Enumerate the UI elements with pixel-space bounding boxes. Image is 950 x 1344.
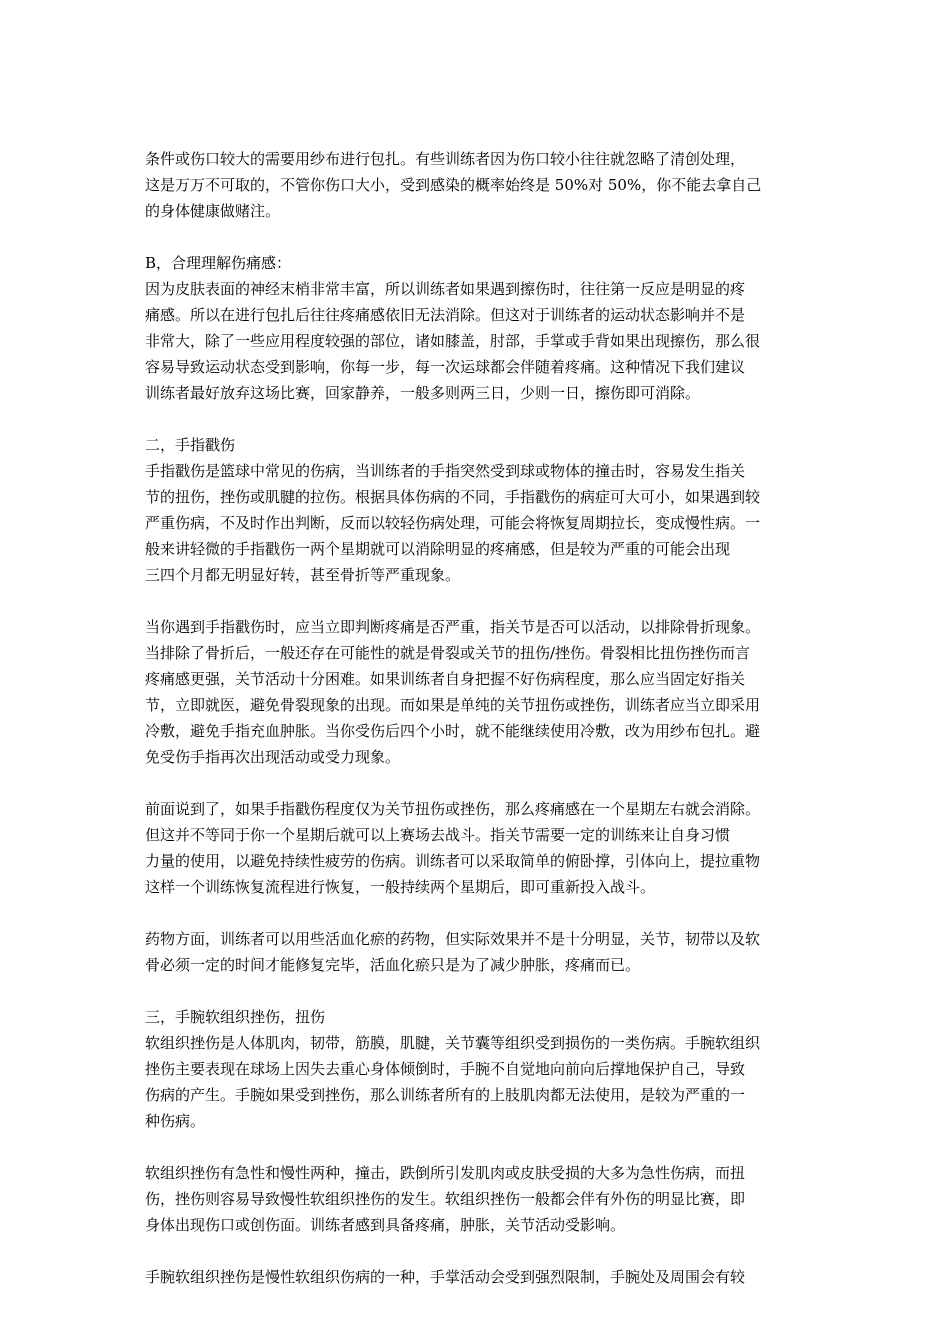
text-line: 但这并不等同于你一个星期后就可以上赛场去战斗。指关节需要一定的训练来让自身习惯 xyxy=(145,826,731,844)
text-line: 这样一个训练恢复流程进行恢复，一般持续两个星期后，即可重新投入战斗。 xyxy=(145,878,656,896)
text-line: 种伤病。 xyxy=(145,1112,206,1130)
text-line: 力量的使用，以避免持续性疲劳的伤病。训练者可以采取简单的俯卧撑，引体向上，提拉重物 xyxy=(145,852,761,870)
text-line: 软组织挫伤有急性和慢性两种，撞击，跌倒所引发肌肉或皮肤受损的大多为急性伤病，而扭 xyxy=(145,1164,746,1182)
text-line: 二，手指戳伤 xyxy=(145,436,236,454)
text-line: 节，立即就医，避免骨裂现象的出现。而如果是单纯的关节扭伤或挫伤，训练者应当立即采用 xyxy=(145,696,761,714)
text-line: 软组织挫伤是人体肌肉，韧带，筋膜，肌腱，关节囊等组织受到损伤的一类伤病。手腕软组织 xyxy=(145,1034,761,1052)
body-paragraph xyxy=(145,796,810,900)
section-heading xyxy=(145,432,810,458)
body-paragraph xyxy=(145,926,810,978)
text-line: 因为皮肤表面的神经末梢非常丰富，所以训练者如果遇到擦伤时，往往第一反应是明显的疼 xyxy=(145,280,746,298)
text-line: 严重伤病，不及时作出判断，反而以较轻伤病处理，可能会将恢复周期拉长，变成慢性病。一 xyxy=(145,514,761,532)
text-line: 这是万万不可取的，不管你伤口大小，受到感染的概率始终是 50%对 50%，你不能去拿自己 xyxy=(145,176,762,194)
paragraph-spacer xyxy=(145,900,810,926)
text-line: 药物方面，训练者可以用些活血化瘀的药物，但实际效果并不是十分明显，关节，韧带以及软 xyxy=(145,930,761,948)
text-line: 当排除了骨折后，一般还存在可能性的就是骨裂或关节的扭伤/挫伤。骨裂相比扭伤挫伤而言 xyxy=(145,644,751,662)
body-paragraph xyxy=(145,614,810,770)
text-line: 三四个月都无明显好转，甚至骨折等严重现象。 xyxy=(145,566,461,584)
section-heading xyxy=(145,1004,810,1030)
paragraph-spacer xyxy=(145,224,810,250)
text-line: 身体出现伤口或创伤面。训练者感到具备疼痛，肿胀，关节活动受影响。 xyxy=(145,1216,626,1234)
text-line: 伤病的产生。手腕如果受到挫伤，那么训练者所有的上肢肌肉都无法使用，是较为严重的一 xyxy=(145,1086,746,1104)
text-line: 手指戳伤是篮球中常见的伤病，当训练者的手指突然受到球或物体的撞击时，容易发生指关 xyxy=(145,462,746,480)
document-page xyxy=(145,146,810,1290)
text-line: 的身体健康做赌注。 xyxy=(145,202,281,220)
paragraph-spacer xyxy=(145,1134,810,1160)
text-line: 前面说到了，如果手指戳伤程度仅为关节扭伤或挫伤，那么疼痛感在一个星期左右就会消除。 xyxy=(145,800,761,818)
body-paragraph xyxy=(145,276,810,406)
body-paragraph xyxy=(145,458,810,588)
text-line: 节的扭伤，挫伤或肌腱的拉伤。根据具体伤病的不同，手指戳伤的病症可大可小，如果遇到较 xyxy=(145,488,761,506)
text-line: 伤，挫伤则容易导致慢性软组织挫伤的发生。软组织挫伤一般都会伴有外伤的明显比赛，即 xyxy=(145,1190,746,1208)
text-line: 痛感。所以在进行包扎后往往疼痛感依旧无法消除。但这对于训练者的运动状态影响并不是 xyxy=(145,306,746,324)
text-line: 训练者最好放弃这场比赛，回家静养，一般多则两三日，少则一日，擦伤即可消除。 xyxy=(145,384,701,402)
body-paragraph xyxy=(145,1030,810,1134)
text-line: 条件或伤口较大的需要用纱布进行包扎。有些训练者因为伤口较小往往就忽略了清创处理， xyxy=(145,150,746,168)
paragraph-spacer xyxy=(145,978,810,1004)
body-paragraph xyxy=(145,146,810,224)
text-line: B，合理理解伤痛感： xyxy=(145,254,292,272)
text-line: 三，手腕软组织挫伤，扭伤 xyxy=(145,1008,326,1026)
body-paragraph xyxy=(145,1160,810,1238)
text-line: 骨必须一定的时间才能修复完毕，活血化瘀只是为了减少肿胀，疼痛而已。 xyxy=(145,956,641,974)
text-line: 冷敷，避免手指充血肿胀。当你受伤后四个小时，就不能继续使用冷敷，改为用纱布包扎。避 xyxy=(145,722,761,740)
text-line: 免受伤手指再次出现活动或受力现象。 xyxy=(145,748,401,766)
text-line: 手腕软组织挫伤是慢性软组织伤病的一种，手掌活动会受到强烈限制，手腕处及周围会有较 xyxy=(145,1268,746,1286)
paragraph-spacer xyxy=(145,406,810,432)
text-line: 疼痛感更强，关节活动十分困难。如果训练者自身把握不好伤病程度，那么应当固定好指关 xyxy=(145,670,746,688)
text-line: 挫伤主要表现在球场上因失去重心身体倾倒时，手腕不自觉地向前向后撑地保护自己，导致 xyxy=(145,1060,746,1078)
text-line: 当你遇到手指戳伤时，应当立即判断疼痛是否严重，指关节是否可以活动，以排除骨折现象。 xyxy=(145,618,761,636)
section-heading xyxy=(145,250,810,276)
paragraph-spacer xyxy=(145,588,810,614)
paragraph-spacer xyxy=(145,770,810,796)
text-line: 般来讲轻微的手指戳伤一两个星期就可以消除明显的疼痛感，但是较为严重的可能会出现 xyxy=(145,540,731,558)
text-line: 容易导致运动状态受到影响，你每一步，每一次运球都会伴随着疼痛。这种情况下我们建议 xyxy=(145,358,746,376)
text-line: 非常大，除了一些应用程度较强的部位，诸如膝盖，肘部，手掌或手背如果出现擦伤，那么很 xyxy=(145,332,761,350)
paragraph-spacer xyxy=(145,1238,810,1264)
body-paragraph xyxy=(145,1264,810,1290)
